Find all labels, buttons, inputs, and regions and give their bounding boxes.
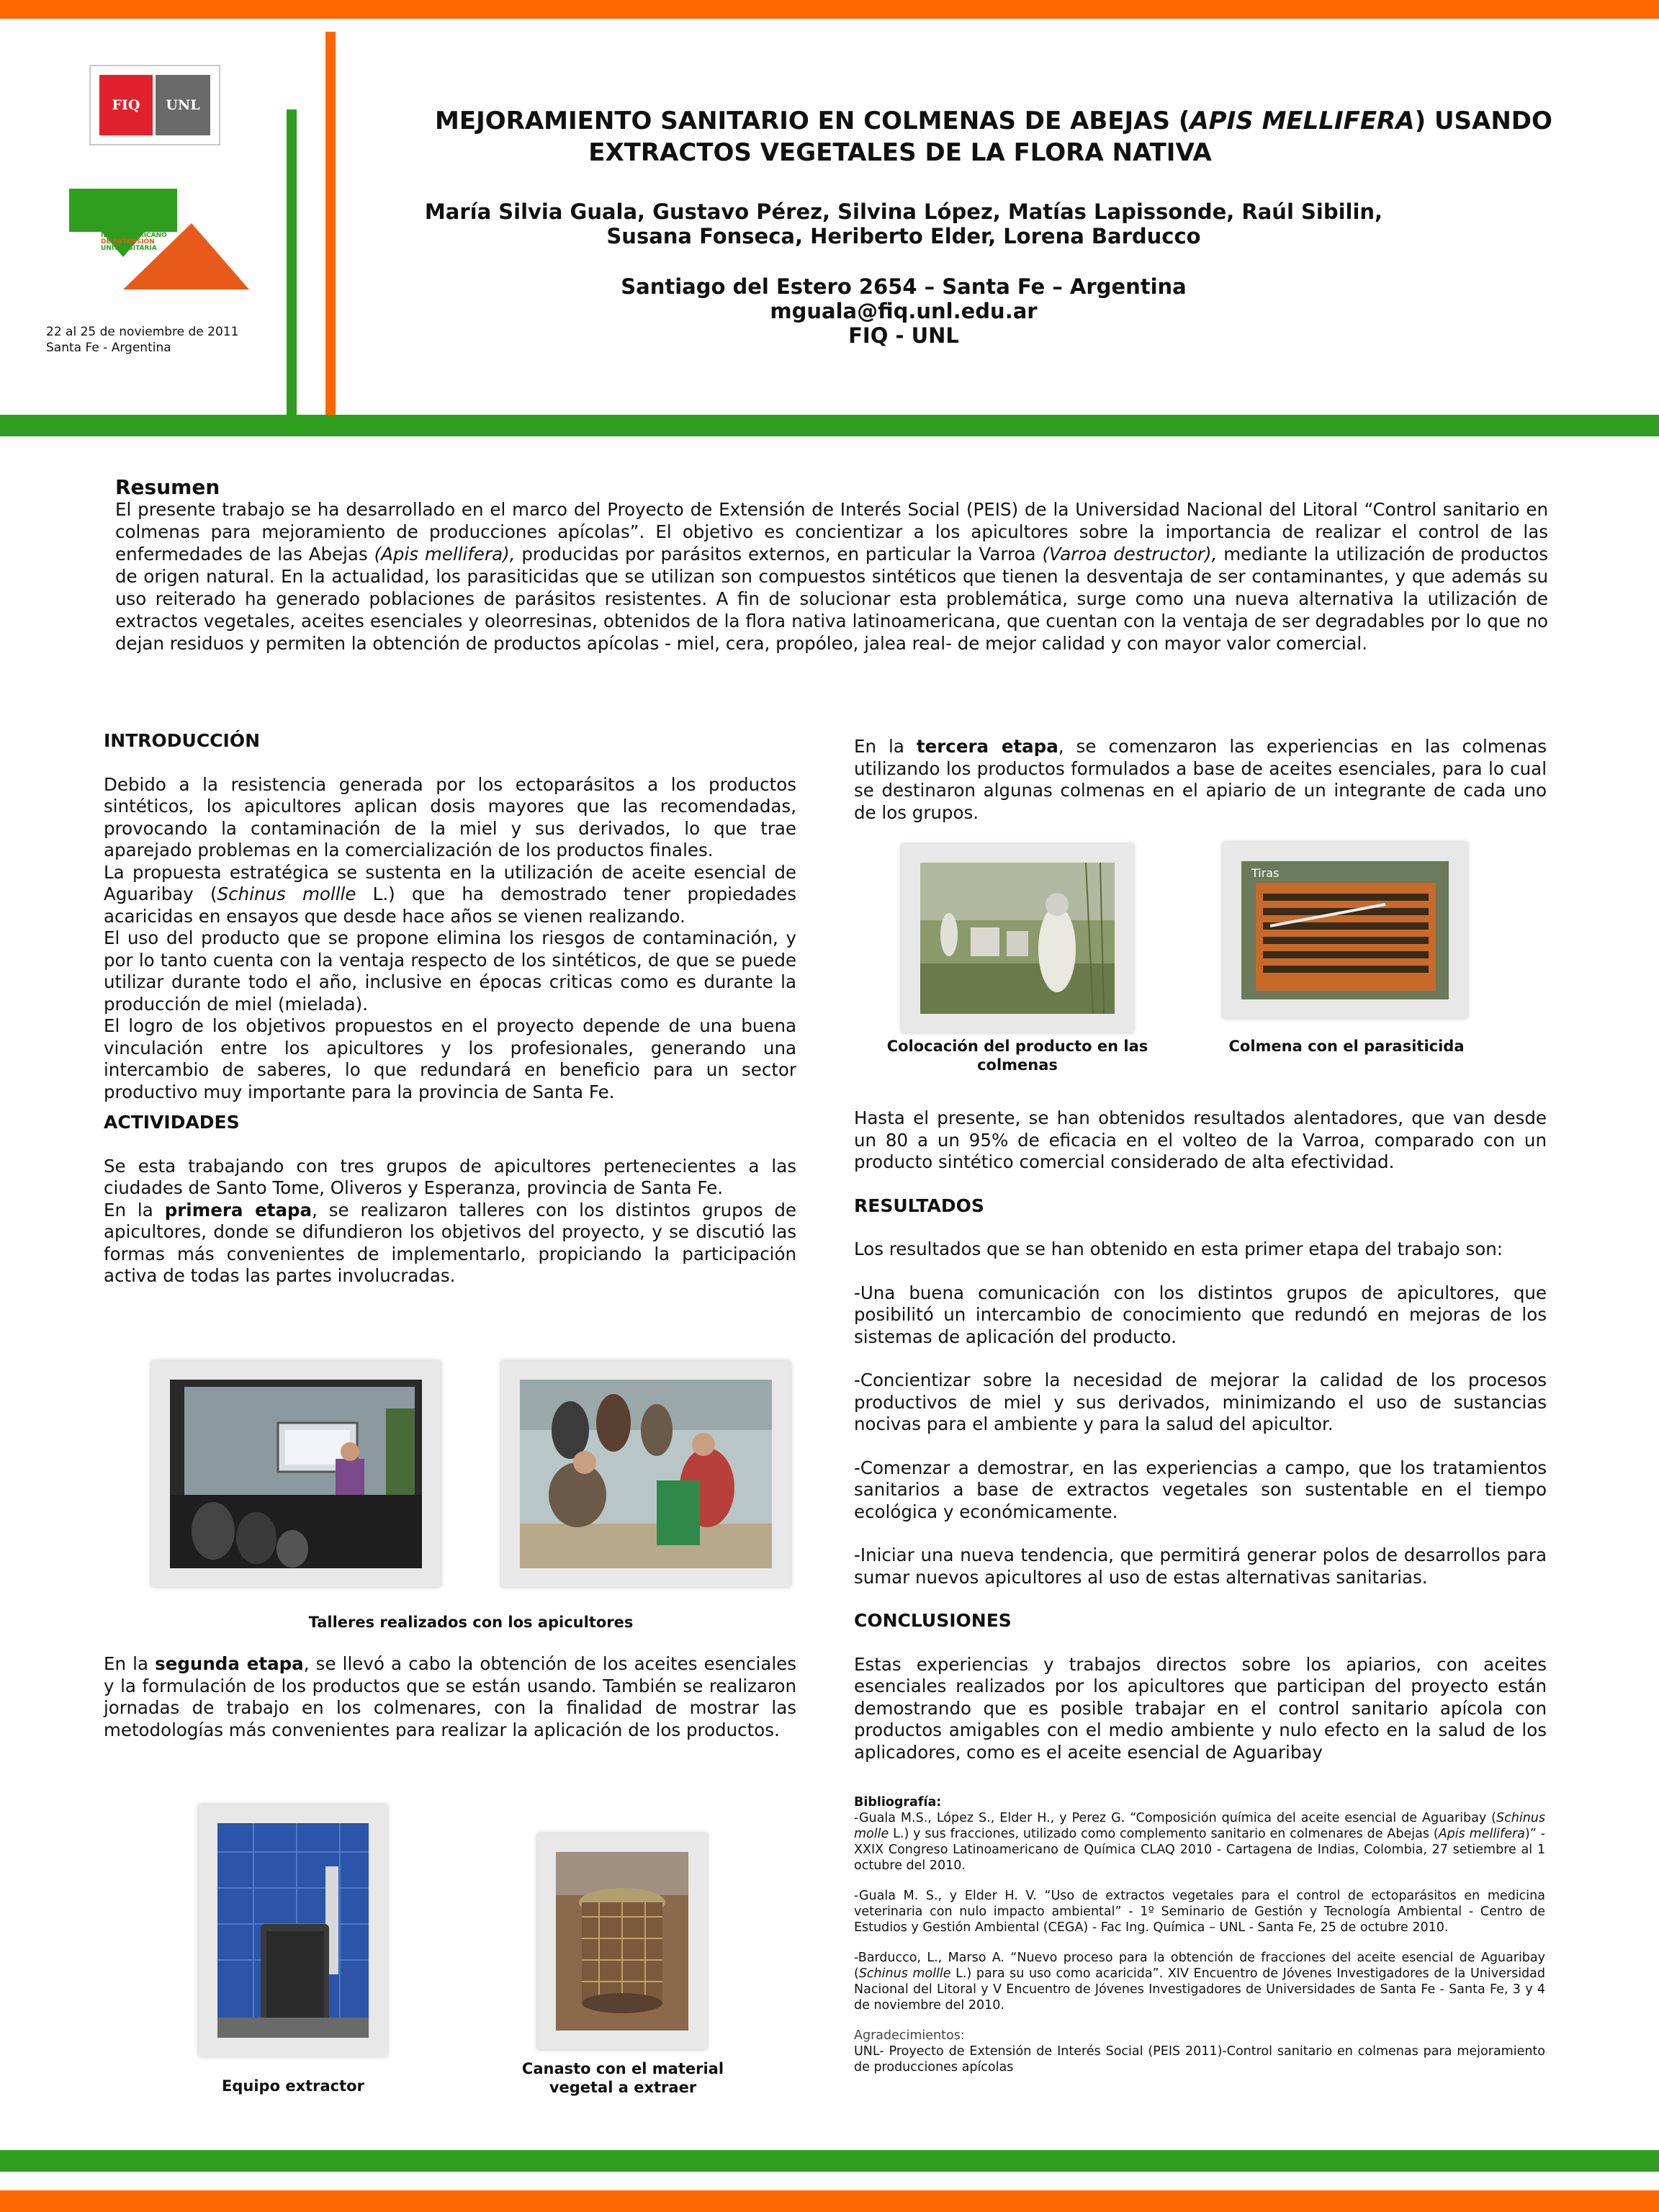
- title-line-1: [360, 105, 1627, 137]
- actividades-p3: [104, 1653, 796, 1741]
- left-column-top: [104, 730, 796, 1287]
- resultado-3: -Comenzar a demostrar, en las experiencias a campo, que los tratamientos sanitarios a base de extractos vegetales son sustentable en el tiempo ecológica y económicamente.: [854, 1457, 1547, 1522]
- act-p3c: , se llevó a cabo la obtención de los aceites esenciales y la formulación de los productos que se están usando. También se realizaron jornadas de trabajo en los colmenares, con la finalidad de mostrar las metodologías más convenientes para realizar la aplicación de los productos.: [104, 1653, 797, 1740]
- resumen-t5: mediante la utilización de productos de origen natural. En la actualidad, los parasiticidas que se utilizan son compuestos sintéticos que tienen la desventaja de ser contaminantes, y que además su uso reiterado ha generado poblaciones de parásitos resistentes. A fin de solucionar esta problemática, surge como una nueva alternativa la utilización de extractos vegetales, aceites esenciales y oleorresinas, obtenidos de la flora nativa latinoamericana, que cuentan con la ventaja de ser degradables por lo que no dejan residuos y permiten la obtención de productos apícolas - miel, cera, propóleo, jalea real- de mejor calidad y con mayor valor comercial.: [115, 544, 1548, 654]
- b1c: L.) y sus fracciones, utilizado como complemento sanitario en colmenares de Abejas (: [889, 1827, 1439, 1841]
- bottom-green-bar: [0, 2150, 1659, 2172]
- title-pre: MEJORAMIENTO SANITARIO EN COLMENAS DE ABEJAS (: [435, 107, 1190, 135]
- resumen-t3: producidas por parásitos externos, en particular la Varroa: [515, 544, 1043, 565]
- right-p1c: , se comenzaron las experiencias en las colmenas utilizando los productos formulados a base de aceites esenciales, para lo cual se destinaron algunas colmenas en el apiario de un integrante de cada uno de los grupos.: [854, 736, 1547, 823]
- caption-colocacion-1: Colocación del producto en las: [886, 1038, 1148, 1055]
- resumen-t1: El presente trabajo se ha desarrollado en el marco del Proyecto de Extensión de Interés Social (PEIS) de la Universidad Nacional del Litoral “Control sanitario en colmenas para mejoramiento de producciones apícolas”. El objetivo es concientizar a los apicultores sobre la importancia de realizar el control de las enfermedades de las Abejas: [115, 499, 1548, 565]
- title-line-2: EXTRACTOS VEGETALES DE LA FLORA NATIVA: [588, 138, 1212, 167]
- caption-canasto-2: vegetal a extraer: [549, 2079, 697, 2096]
- conclusiones-text: Estas experiencias y trabajos directos sobre los apiarios, con aceites esenciales realizados por los apicultores que participan del proyecto están demostrando que es posible trabajar en el control sanitario apícola con productos amigables con el medio ambiente y nulo efecto en la salud de los aplicadores, como es el aceite esencial de Aguaribay: [854, 1653, 1547, 1763]
- photo-canasto: [537, 1833, 707, 2049]
- intro-p1: Debido a la resistencia generada por los ectoparásitos a los productos sintéticos, los apicultores aplican dosis mayores que las recomendadas, provocando la contaminación de la miel y sus derivados, lo que trae aparejado problemas en la comercialización de los productos finales.: [104, 773, 796, 860]
- intro-p3: El uso del producto que se propone elimina los riesgos de contaminación, y por lo tanto cuenta con la ventaja respecto de los sintéticos, de que se puede utilizar durante todo el año, inclusive en épocas criticas como es durante la producción de miel (mielada).: [104, 927, 796, 1015]
- photo-equipo-extractor: [199, 1804, 387, 2056]
- taller-1-image: [170, 1380, 422, 1568]
- resumen-apis: (Apis mellifera),: [374, 544, 516, 565]
- caption-canasto-1: Canasto con el material: [521, 2060, 724, 2077]
- fiq-logo-text: FIQ: [99, 75, 153, 135]
- email: mguala@fiq.unl.edu.ar: [770, 299, 1038, 323]
- bottom-orange-bar: [0, 2190, 1659, 2212]
- resultado-1: -Una buena comunicación con los distintos grupos de apicultores, que posibilitó un intercambio de conocimiento que redundó en mejoras de los sistemas de aplicación del producto.: [854, 1282, 1547, 1347]
- resultados-intro: Los resultados que se han obtenido en esta primer etapa del trabajo son:: [854, 1238, 1503, 1259]
- actividades-p1: Se esta trabajando con tres grupos de apicultores pertenecientes a las ciudades de Santo Tome, Oliveros y Esperanza, provincia de Santa Fe.: [104, 1155, 796, 1198]
- right-main-block: [854, 1107, 1547, 1763]
- event-place: Santa Fe - Argentina: [46, 341, 171, 355]
- b1a: -Guala M.S., López S., Elder H., y Perez G. “Composición química del aceite esencial de Aguaribay (: [854, 1811, 1497, 1825]
- tercera-etapa: tercera etapa: [916, 736, 1058, 757]
- congress-line-3: DE EXTENSIÓN: [101, 238, 155, 246]
- congress-logo: [69, 189, 249, 289]
- intro-p4: El logro de los objetivos propuestos en el proyecto depende de una buena vinculación entre los apicultores y los profesionales, generando una intercambio de saberes, lo que redundará en beneficio para un sector productivo muy importante para la provincia de Santa Fe.: [104, 1015, 796, 1102]
- intro-heading: INTRODUCCIÓN: [104, 730, 261, 751]
- resultados-alentadores: Hasta el presente, se han obtenidos resultados alentadores, que van desde un 80 a un 95% de eficacia en el volteo de la Varroa, comparado con un producto sintético comercial considerado de alta efectividad.: [854, 1107, 1547, 1172]
- institution: FIQ - UNL: [848, 323, 959, 348]
- authors-line-2: Susana Fonseca, Heriberto Elder, Lorena Barducco: [606, 224, 1201, 248]
- resumen-varroa: (Varroa destructor),: [1042, 544, 1218, 565]
- b1e: )” - XXIX Congreso Latinoamericano de Química CLAQ 2010 - Cartagena de Indias, Colombia, 27 setiembre al 1 octubre del 2010.: [854, 1827, 1545, 1873]
- congress-line-2: IBEROAMERICANO: [101, 232, 167, 239]
- photo-taller-1: [151, 1361, 441, 1587]
- b1d: Apis mellifera: [1438, 1827, 1525, 1841]
- resultados-heading: RESULTADOS: [854, 1195, 984, 1216]
- resultado-2: -Concientizar sobre la necesidad de mejorar la calidad de los procesos productivos de miel y sus derivados, minimizando el uso de sustancias nocivas para el ambiente y para la salud del apicultor.: [854, 1370, 1547, 1434]
- segunda-etapa-block: [104, 1653, 796, 1741]
- caption-equipo: Equipo extractor: [222, 2077, 364, 2095]
- vertical-orange-stripe: [325, 32, 336, 415]
- event-info: [46, 324, 238, 356]
- intro-p2a: La propuesta estratégica se sustenta en la utilización de aceite esencial de Aguaribay (: [104, 861, 796, 904]
- b3c: L.) para su uso como acaricida”. XIV Encuentro de Jóvenes Investigadores de la Universidad Nacional del Litoral y V Encuentro de Jóvenes Investigadores de Universidades de Santa Fe - Santa Fe, 3 y 4 de noviembre del 2010.: [854, 1966, 1545, 2013]
- resumen-text: [115, 498, 1548, 655]
- segunda-etapa: segunda etapa: [155, 1653, 304, 1674]
- colocacion-image: [920, 863, 1115, 1014]
- resultado-4: -Iniciar una nueva tendencia, que permitirá generar polos de desarrollos para sumar nuevos apicultores al uso de estas alternativas sanitarias.: [854, 1545, 1547, 1588]
- act-p3a: En la: [104, 1653, 156, 1674]
- photo-colocacion: [902, 844, 1133, 1033]
- authors-line-1: María Silvia Guala, Gustavo Pérez, Silvina López, Matías Lapissonde, Raúl Sibilin,: [424, 199, 1383, 224]
- title-italic: APIS MELLIFERA: [1190, 107, 1415, 135]
- taller-2-image: [520, 1380, 772, 1568]
- act-p2c: , se realizaron talleres con los distintos grupos de apicultores, donde se difundieron los objetivos del proyecto, y se discutió las formas más convenientes de implementarlo, propiciando la participación activa de todas las partes involucradas.: [104, 1199, 797, 1286]
- intro-schinus: Schinus mollle: [217, 884, 356, 904]
- header-green-bar: [0, 415, 1659, 436]
- caption-colmena: Colmena con el parasiticida: [1228, 1038, 1465, 1055]
- top-orange-bar: [0, 0, 1659, 19]
- photo-taller-2: [501, 1361, 791, 1587]
- right-top-block: [854, 736, 1547, 824]
- congress-line-1: II CONGRESO: [101, 225, 149, 233]
- equipo-image: [217, 1823, 369, 2038]
- biblio-item-2: -Guala M. S., y Elder H. V. “Uso de extractos vegetales para el control de ectoparásitos en medicina veterinaria con nulo impacto ambiental” - 1º Seminario de Gestión y Tecnología Ambiental - Centro de Estudios y Gestión Ambiental (CEGA) - Fac Ing. Química – UNL - Santa Fe, 25 de octubre 2010.: [854, 1889, 1545, 1935]
- poster-title: [360, 105, 1627, 168]
- fiq-unl-logo: [89, 65, 220, 145]
- actividades-heading: ACTIVIDADES: [104, 1112, 240, 1133]
- agradecimientos-text: UNL- Proyecto de Extensión de Interés Social (PEIS 2011)-Control sanitario en colmenas para mejoramiento de producciones apícolas: [854, 2044, 1545, 2074]
- caption-canasto: [504, 2059, 742, 2097]
- caption-colocacion-2: colmenas: [977, 1056, 1058, 1074]
- agradecimientos-heading: Agradecimientos:: [854, 2028, 965, 2043]
- biblio-item-3: [854, 1950, 1545, 2013]
- photo-colmena: [1223, 842, 1467, 1018]
- unl-logo-text: UNL: [156, 75, 210, 135]
- bibliografia: [854, 1794, 1545, 2075]
- b3a: -Barducco, L., Marso A. “Nuevo proceso para la obtención de fracciones del aceite esencial de Aguaribay (: [854, 1951, 1545, 1981]
- biblio-item-1: [854, 1810, 1545, 1874]
- tiras-label: Tiras: [1251, 866, 1280, 880]
- resumen-heading: Resumen: [115, 475, 220, 499]
- biblio-heading: Bibliografía:: [854, 1795, 942, 1809]
- congress-line-4: UNIVERSITARIA: [101, 245, 157, 252]
- intro-p2c: L.) que ha demostrado tener propiedades acaricidas en ensayos que desde hace años se vienen realizando.: [104, 884, 796, 927]
- b1b: Schinus molle: [854, 1811, 1545, 1841]
- conclusiones-heading: CONCLUSIONES: [854, 1610, 1012, 1631]
- caption-talleres: Talleres realizados con los apicultores: [308, 1614, 634, 1631]
- actividades-p2: [104, 1200, 796, 1287]
- b3b: Schinus mollle: [858, 1966, 951, 1981]
- right-p1a: En la: [854, 736, 917, 757]
- colmena-image: [1241, 861, 1449, 999]
- act-p2a: En la: [104, 1199, 165, 1220]
- canasto-image: [556, 1852, 688, 2031]
- event-dates: 22 al 25 de noviembre de 2011: [46, 325, 239, 339]
- address: Santiago del Estero 2654 – Santa Fe – Argentina: [621, 274, 1187, 299]
- caption-colocacion: [864, 1037, 1171, 1074]
- tercera-etapa-paragraph: [854, 736, 1547, 824]
- vertical-green-stripe: [287, 109, 297, 418]
- title-post: ) USANDO: [1414, 107, 1552, 135]
- intro-p2: [104, 862, 796, 928]
- primera-etapa: primera etapa: [164, 1199, 313, 1220]
